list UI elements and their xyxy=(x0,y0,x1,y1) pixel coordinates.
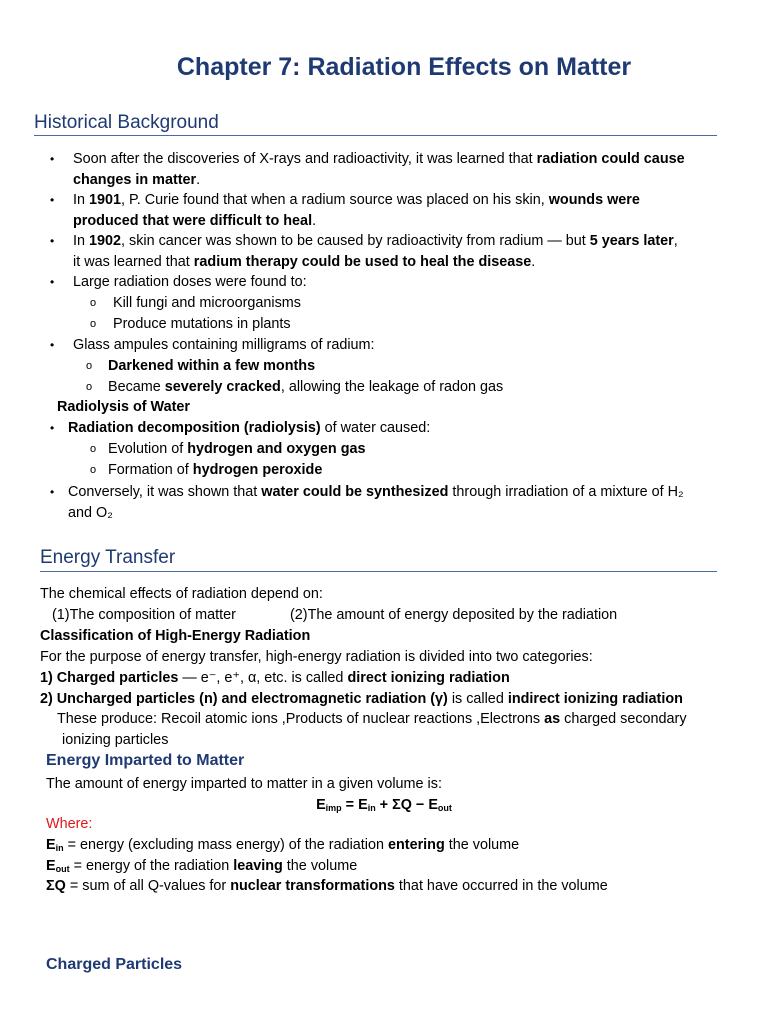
category-1: 1) Charged particles — e⁻, e⁺, α, etc. is called direct ionizing radiation xyxy=(40,670,510,686)
definition-ein: $E_{in}$ = energy (excluding mass energy) of the radiation entering the volume xyxy=(46,837,520,853)
paragraph: These produce: Recoil atomic ions ,Products of nuclear reactions ,Electrons as charged secondary xyxy=(57,711,687,727)
dependency-1: (1)The composition of matter xyxy=(52,607,236,623)
sub-bullet-text: Darkened within a few months xyxy=(108,358,316,374)
subheading-classification: Classification of High-Energy Radiation xyxy=(40,628,311,644)
where-label: Where: xyxy=(46,816,93,832)
bullet-icon: • xyxy=(50,234,55,248)
sub-bullet-icon: o xyxy=(86,360,93,372)
sub-bullet-icon: o xyxy=(90,297,97,309)
section-heading-energy: Energy Transfer xyxy=(40,547,176,568)
bullet-text: Radiation decomposition (radiolysis) of water caused: xyxy=(68,420,431,436)
bullet-icon: • xyxy=(50,193,55,207)
bullet-text-cont: and O₂ xyxy=(68,505,113,521)
sub-bullet-text: Kill fungi and microorganisms xyxy=(113,295,301,311)
sub-bullet-text: Became severely cracked, allowing the leakage of radon gas xyxy=(108,379,504,395)
section-rule xyxy=(34,135,717,136)
sub-bullet-text: Evolution of hydrogen and oxygen gas xyxy=(108,441,366,457)
subheading-charged-particles: Charged Particles xyxy=(46,956,183,973)
bullet-text: In 1902, skin cancer was shown to be caused by radioactivity from radium — but 5 years later, xyxy=(73,233,678,249)
paragraph: For the purpose of energy transfer, high-energy radiation is divided into two categories: xyxy=(40,649,593,665)
sub-bullet-text: Produce mutations in plants xyxy=(113,316,291,332)
sub-bullet-icon: o xyxy=(90,464,97,476)
paragraph-cont: ionizing particles xyxy=(62,732,169,748)
category-2: 2) Uncharged particles (n) and electromagnetic radiation (γ) is called indirect ionizing radiation xyxy=(40,691,683,707)
section-rule xyxy=(40,571,717,572)
sub-bullet-icon: o xyxy=(90,443,97,455)
bullet-text: In 1901, P. Curie found that when a radium source was placed on his skin, wounds were xyxy=(73,192,640,208)
bullet-icon: • xyxy=(50,152,55,166)
paragraph: The chemical effects of radiation depend on: xyxy=(40,586,323,602)
bullet-text: Conversely, it was shown that water could be synthesized through irradiation of a mixture of H₂ xyxy=(68,484,684,500)
definition-sigmaq: ΣQ = sum of all Q-values for nuclear transformations that have occurred in the volume xyxy=(46,878,608,894)
sub-bullet-icon: o xyxy=(86,381,93,393)
subheading-radiolysis: Radiolysis of Water xyxy=(57,399,191,415)
energy-formula: $E_{imp} = E_{in} + \Sigma Q - E_{out}$ xyxy=(316,797,452,813)
bullet-icon: • xyxy=(50,338,55,352)
bullet-text-cont: produced that were difficult to heal. xyxy=(73,213,317,229)
definition-eout: $E_{out}$ = energy of the radiation leaving the volume xyxy=(46,858,358,874)
sub-bullet-text: Formation of hydrogen peroxide xyxy=(108,462,323,478)
section-heading-historical: Historical Background xyxy=(34,112,219,133)
bullet-icon: • xyxy=(50,275,55,289)
bullet-icon: • xyxy=(50,421,55,435)
chapter-title: Chapter 7: Radiation Effects on Matter xyxy=(176,53,632,81)
bullet-text: Soon after the discoveries of X-rays and radioactivity, it was learned that radiation could cause xyxy=(73,151,685,167)
dependency-2: (2)The amount of energy deposited by the radiation xyxy=(290,607,618,623)
bullet-text: Glass ampules containing milligrams of radium: xyxy=(73,337,375,353)
sub-bullet-icon: o xyxy=(90,318,97,330)
bullet-text: Large radiation doses were found to: xyxy=(73,274,307,290)
subheading-imparted: Energy Imparted to Matter xyxy=(46,752,245,769)
paragraph: The amount of energy imparted to matter in a given volume is: xyxy=(46,776,442,792)
bullet-text-cont: it was learned that radium therapy could be used to heal the disease. xyxy=(73,254,536,270)
bullet-text-cont: changes in matter. xyxy=(73,172,201,188)
bullet-icon: • xyxy=(50,485,55,499)
